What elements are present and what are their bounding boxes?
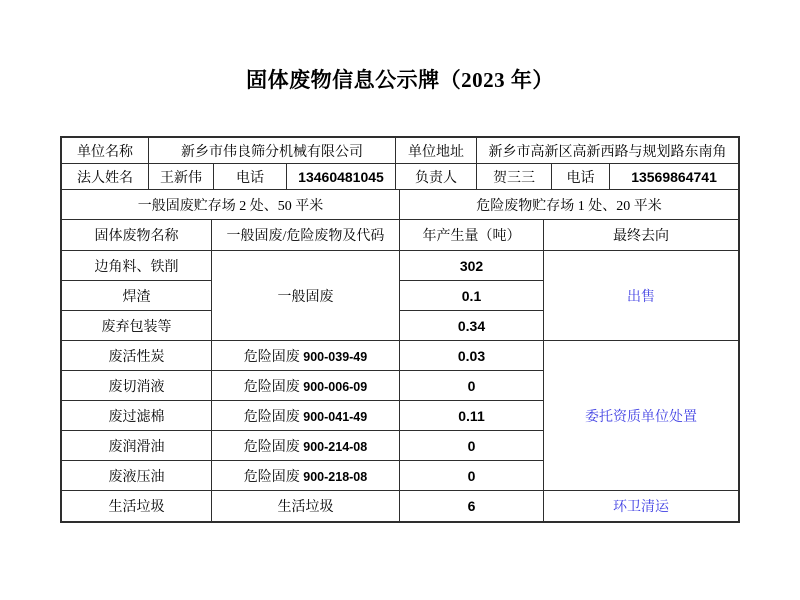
waste-name-cell: 废活性炭 — [62, 341, 212, 371]
waste-amount-cell: 0.03 — [400, 341, 544, 371]
waste-type-text: 危险固废 — [243, 349, 300, 365]
table-header-row — [62, 220, 738, 251]
legal-person-value: 王新伟 — [149, 164, 214, 190]
waste-type-cell-household: 生活垃圾 — [212, 491, 400, 521]
waste-type-text: 危险固废 — [243, 379, 300, 395]
waste-type-cell-general: 一般固废 — [212, 251, 400, 341]
table-row — [62, 138, 738, 164]
waste-name-cell: 废弃包装等 — [62, 311, 212, 341]
waste-type-text: 危险固废 — [243, 409, 300, 425]
phone2-label: 电话 — [552, 164, 610, 190]
table-row — [62, 164, 738, 190]
column-header-waste-name: 固体废物名称 — [62, 220, 212, 251]
waste-notice-board — [60, 136, 740, 523]
waste-name-cell: 废切消液 — [62, 371, 212, 401]
waste-code-text: 900-218-08 — [303, 469, 368, 484]
waste-type-code-cell — [212, 401, 400, 431]
table-row — [62, 341, 738, 371]
waste-name-cell: 焊渣 — [62, 281, 212, 311]
waste-code-text: 900-006-09 — [303, 379, 368, 394]
waste-amount-cell: 302 — [400, 251, 544, 281]
waste-type-code-cell — [212, 461, 400, 491]
waste-code-text: 900-214-08 — [303, 439, 368, 454]
waste-amount-cell: 0 — [400, 371, 544, 401]
column-header-annual-amount: 年产生量（吨） — [400, 220, 544, 251]
waste-list-table — [62, 220, 738, 521]
waste-name-cell: 废液压油 — [62, 461, 212, 491]
phone2-value: 13569864741 — [610, 164, 738, 190]
waste-destination-cell-general: 出售 — [544, 251, 738, 341]
manager-label: 负责人 — [396, 164, 477, 190]
table-row — [62, 491, 738, 521]
waste-amount-cell: 0 — [400, 461, 544, 491]
unit-address-value: 新乡市高新区高新西路与规划路东南角 — [477, 138, 738, 164]
waste-type-code-cell — [212, 431, 400, 461]
waste-type-code-cell — [212, 341, 400, 371]
waste-name-cell: 生活垃圾 — [62, 491, 212, 521]
unit-name-label: 单位名称 — [62, 138, 149, 164]
unit-address-label: 单位地址 — [396, 138, 477, 164]
waste-name-cell: 废润滑油 — [62, 431, 212, 461]
table-row — [62, 251, 738, 281]
general-storage-cell: 一般固废贮存场 2 处、50 平米 — [62, 190, 400, 220]
column-header-destination: 最终去向 — [544, 220, 738, 251]
waste-amount-cell: 0.34 — [400, 311, 544, 341]
waste-destination-cell-household: 环卫清运 — [613, 500, 669, 515]
waste-type-code-cell — [212, 371, 400, 401]
hazardous-storage-cell: 危险废物贮存场 1 处、20 平米 — [400, 190, 738, 220]
waste-amount-cell: 0.1 — [400, 281, 544, 311]
waste-amount-cell: 0.11 — [400, 401, 544, 431]
waste-type-text: 危险固废 — [243, 439, 300, 455]
phone1-label: 电话 — [214, 164, 287, 190]
waste-destination-cell-hazardous: 委托资质单位处置 — [544, 341, 738, 491]
manager-value: 贺三三 — [477, 164, 552, 190]
unit-info-table — [62, 138, 738, 190]
unit-name-value: 新乡市伟良筛分机械有限公司 — [149, 138, 396, 164]
waste-code-text: 900-039-49 — [303, 349, 368, 364]
phone1-value: 13460481045 — [287, 164, 396, 190]
legal-person-label: 法人姓名 — [62, 164, 149, 190]
table-row — [62, 190, 738, 220]
waste-amount-cell: 6 — [400, 491, 544, 521]
waste-name-cell: 废过滤棉 — [62, 401, 212, 431]
waste-code-text: 900-041-49 — [303, 409, 368, 424]
waste-amount-cell: 0 — [400, 431, 544, 461]
waste-type-text: 危险固废 — [243, 469, 300, 485]
waste-name-cell: 边角料、铁削 — [62, 251, 212, 281]
storage-info-table — [62, 190, 738, 220]
page-title: 固体废物信息公示牌（2023 年） — [246, 68, 554, 92]
column-header-type-code: 一般固废/危险废物及代码 — [212, 220, 400, 251]
